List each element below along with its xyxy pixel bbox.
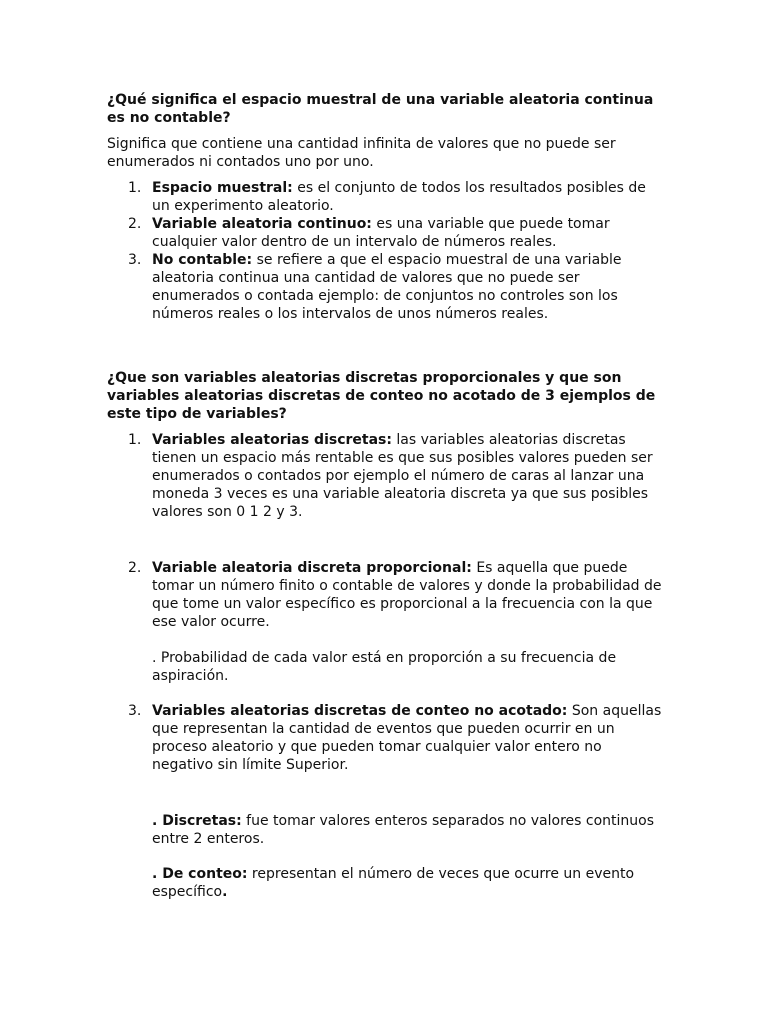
- list-number: 3.: [128, 703, 142, 719]
- answer-1-paragraph: Significa que contiene una cantidad infinita de valores que no puede ser enumerados ni contados uno por uno.: [107, 136, 616, 170]
- examples-list-continued: [107, 702, 668, 774]
- definition-text: Es aquella que puede tomar un número finito o contable de valores y donde la probabilidad de que tome un valor específico es proporcional a la frecuencia con la que ese valor ocurre.: [152, 560, 662, 630]
- definitions-list: [107, 179, 668, 323]
- note-text: fue tomar valores enteros separados no valores continuos entre 2 enteros.: [152, 813, 655, 847]
- list-item: [107, 559, 667, 631]
- discretas-note: [107, 812, 667, 848]
- list-number: 2.: [128, 560, 142, 576]
- question-1-heading: ¿Qué significa el espacio muestral de una variable aleatoria continua es no contable?: [107, 92, 654, 126]
- definition-text: es una variable que puede tomar cualquier valor dentro de un intervalo de números reales.: [152, 216, 610, 250]
- definition-text: se refiere a que el espacio muestral de una variable aleatoria continua una cantidad de valores que no puede ser enumerados o contada ejemplo: de conjuntos no controles son los números reales o los intervalos de unos números reales.: [152, 252, 622, 322]
- list-number: 1.: [128, 180, 142, 196]
- list-number: 3.: [128, 252, 142, 268]
- term-de-conteo: . De conteo:: [152, 866, 248, 882]
- term-variable-aleatoria-continuo: Variable aleatoria continuo:: [152, 216, 372, 232]
- term-discreta-proporcional: Variable aleatoria discreta proporcional:: [152, 560, 472, 576]
- list-number: 1.: [128, 432, 142, 448]
- examples-list: [107, 431, 668, 631]
- definition-text: Son aquellas que representan la cantidad de eventos que pueden ocurrir en un proceso aleatorio y que pueden tomar cualquier valor entero no negativo sin límite Superior.: [152, 703, 662, 773]
- question-2-heading: ¿Que son variables aleatorias discretas proporcionales y que son variables aleatorias discretas de conteo no acotado de 3 ejemplos de este tipo de variables?: [107, 370, 656, 422]
- list-item: [107, 215, 667, 251]
- note-text: representan el número de veces que ocurre un evento específico: [152, 866, 635, 900]
- list-item: [107, 431, 667, 521]
- conteo-note: [107, 865, 667, 901]
- list-item: [107, 179, 667, 215]
- note-end-period: .: [222, 884, 228, 900]
- list-number: 2.: [128, 216, 142, 232]
- definition-text: las variables aleatorias discretas tienen un espacio más rentable es que sus posibles valores pueden ser enumerados o contados por ejemplo el número de caras al lanzar una moneda 3 veces es una variable aleatoria discreta ya que sus posibles valores son 0 1 2 y 3.: [152, 432, 653, 520]
- list-item: [107, 702, 667, 774]
- term-discretas: . Discretas:: [152, 813, 242, 829]
- list-item: [107, 251, 667, 323]
- definition-text: es el conjunto de todos los resultados posibles de un experimento aleatorio.: [152, 180, 646, 214]
- term-conteo-no-acotado: Variables aleatorias discretas de conteo no acotado:: [152, 703, 568, 719]
- proportional-note: . Probabilidad de cada valor está en proporción a su frecuencia de aspiración.: [152, 650, 617, 684]
- term-no-contable: No contable:: [152, 252, 253, 268]
- term-variables-aleatorias-discretas: Variables aleatorias discretas:: [152, 432, 392, 448]
- term-espacio-muestral: Espacio muestral:: [152, 180, 293, 196]
